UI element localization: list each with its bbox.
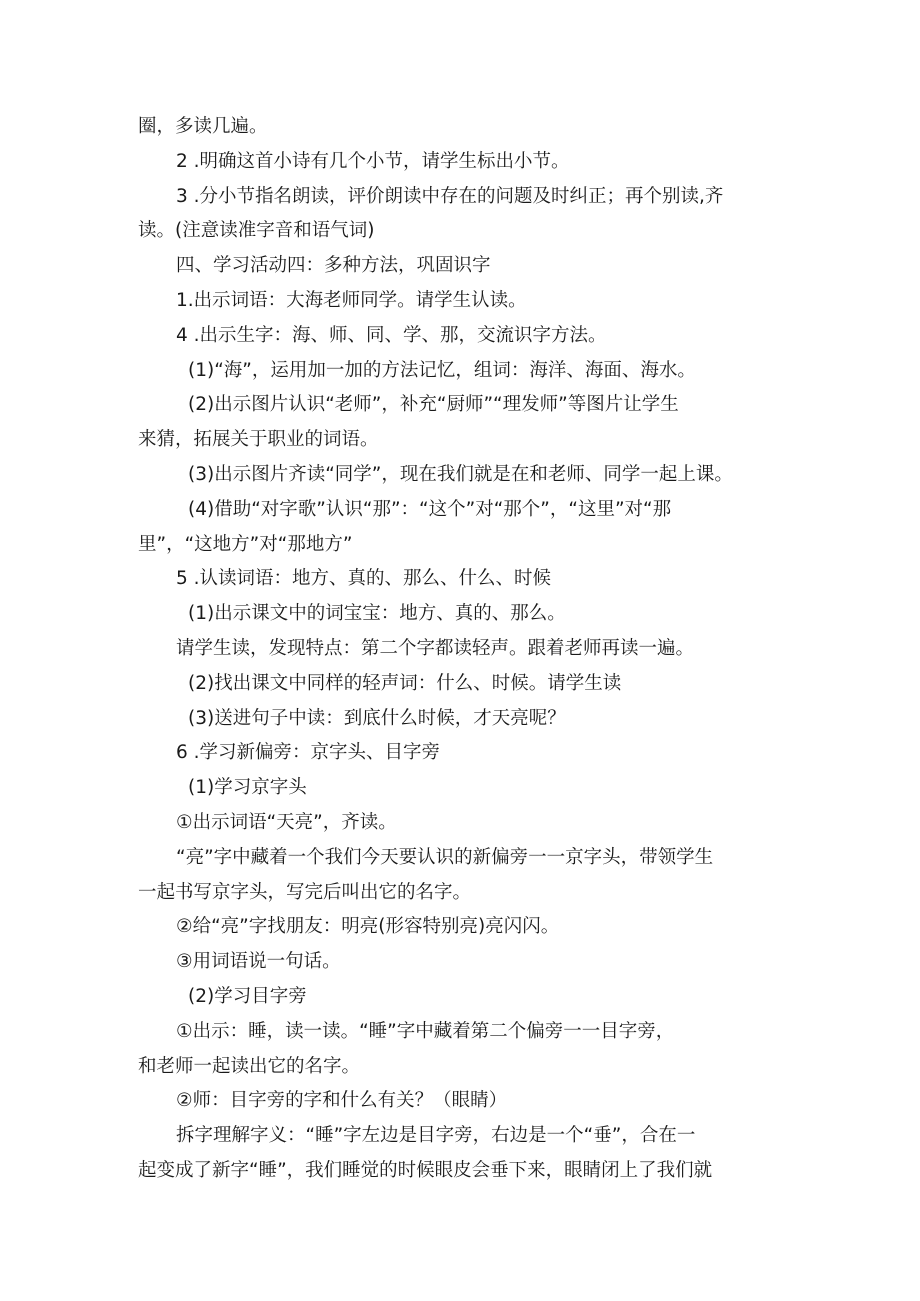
text-line: 拆字理解字义：“睡”字左边是目字旁，右边是一个“垂”，合在一 bbox=[176, 1125, 696, 1147]
text-line: (4)借助“对字歌”认识“那”：“这个”对“那个”，“这里”对“那 bbox=[188, 498, 672, 520]
text-line: 读。(注意读准字音和语气词) bbox=[138, 220, 375, 242]
text-line: 一起书写京字头，写完后叫出它的名字。 bbox=[138, 881, 472, 903]
text-line: ③用词语说一句话。 bbox=[176, 951, 341, 973]
text-line: (1)学习京字头 bbox=[188, 777, 307, 799]
text-line: 起变成了新字“睡”，我们睡觉的时候眼皮会垂下来，眼睛闭上了我们就 bbox=[138, 1159, 713, 1181]
text-line: 里”，“这地方”对“那地方” bbox=[138, 533, 353, 555]
text-line: (1)“海”，运用加一加的方法记忆，组词：海洋、海面、海水。 bbox=[188, 359, 696, 381]
text-line: ①出示词语“天亮”，齐读。 bbox=[176, 811, 397, 833]
text-line: 5 .认读词语：地方、真的、那么、什么、时候 bbox=[176, 568, 552, 590]
text-line: 1.出示词语：大海老师同学。请学生认读。 bbox=[176, 289, 527, 311]
text-line: (3)送进句子中读：到底什么时候，才天亮呢？ bbox=[188, 707, 566, 729]
text-line: 4 .出示生字：海、师、同、学、那，交流识字方法。 bbox=[176, 324, 607, 346]
text-line: 6 .学习新偏旁：京字头、目字旁 bbox=[176, 742, 441, 764]
text-line: ②师：目字旁的字和什么有关？（眼睛） bbox=[176, 1090, 508, 1112]
document-body bbox=[138, 110, 798, 1189]
text-line: “亮”字中藏着一个我们今天要认识的新偏旁一一京字头，带领学生 bbox=[176, 846, 714, 868]
section-heading: 四、学习活动四：多种方法，巩固识字 bbox=[176, 255, 491, 277]
text-line: (2)出示图片认识“老师”，补充“厨师”“理发师”等图片让学生 bbox=[188, 394, 679, 416]
text-line: 和老师一起读出它的名字。 bbox=[138, 1055, 361, 1077]
text-line: 请学生读，发现特点：第二个字都读轻声。跟着老师再读一遍。 bbox=[176, 637, 695, 659]
text-line: ②给“亮”字找朋友：明亮(形容特别亮)亮闪闪。 bbox=[176, 916, 560, 938]
text-line: 3 .分小节指名朗读，评价朗读中存在的问题及时纠正；再个别读,齐 bbox=[176, 185, 724, 207]
text-line: (2)找出课文中同样的轻声词：什么、时候。请学生读 bbox=[188, 672, 622, 694]
text-line: ①出示：睡，读一读。“睡”字中藏着第二个偏旁一一目字旁， bbox=[176, 1020, 675, 1042]
text-line: (3)出示图片齐读“同学”，现在我们就是在和老师、同学一起上课。 bbox=[188, 463, 733, 485]
text-line: (2)学习目字旁 bbox=[188, 985, 307, 1007]
text-line: 2 .明确这首小诗有几个小节，请学生标出小节。 bbox=[176, 150, 570, 172]
text-line: 圈，多读几遍。 bbox=[138, 116, 268, 137]
text-line: 来猜，拓展关于职业的词语。 bbox=[138, 429, 379, 451]
text-line: (1)出示课文中的词宝宝：地方、真的、那么。 bbox=[188, 603, 566, 625]
